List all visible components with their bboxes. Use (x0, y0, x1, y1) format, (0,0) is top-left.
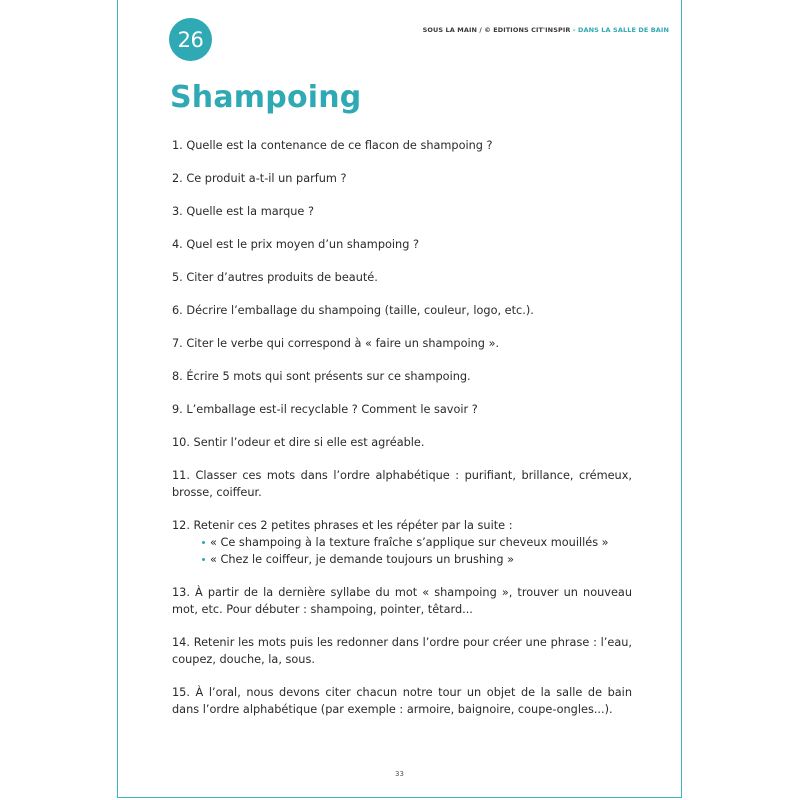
phrase-item (204, 534, 632, 551)
question-item (172, 634, 632, 668)
question-item (172, 203, 632, 220)
header-section: DANS LA SALLE DE BAIN (578, 26, 669, 34)
question-text: 6. Décrire l’emballage du shampoing (taille, couleur, logo, etc.). (172, 304, 534, 317)
question-text: 11. Classer ces mots dans l’ordre alphabétique : purifiant, brillance, crémeux, brosse, coiffeur. (172, 469, 632, 499)
question-item (172, 684, 632, 718)
page-title: Shampoing (170, 80, 362, 115)
question-item (172, 170, 632, 187)
question-text: 9. L’emballage est-il recyclable ? Comment le savoir ? (172, 403, 478, 416)
question-item (172, 335, 632, 352)
question-text: 5. Citer d’autres produits de beauté. (172, 271, 378, 284)
running-header (423, 26, 669, 34)
question-text: 7. Citer le verbe qui correspond à « faire un shampoing ». (172, 337, 500, 350)
question-list (172, 137, 632, 718)
question-item (172, 302, 632, 319)
question-item (172, 368, 632, 385)
phrase-text: « Chez le coiffeur, je demande toujours un brushing » (210, 553, 515, 566)
question-text: 14. Retenir les mots puis les redonner dans l’ordre pour créer une phrase : l’eau, coupez, douche, la, sous. (172, 636, 632, 666)
bullet-icon (202, 541, 205, 544)
header-separator: - (570, 26, 578, 34)
phrase-text: « Ce shampoing à la texture fraîche s’applique sur cheveux mouillés » (210, 536, 609, 549)
document-page (117, 0, 682, 798)
question-text: 12. Retenir ces 2 petites phrases et les répéter par la suite : (172, 519, 513, 532)
question-text: 2. Ce produit a-t-il un parfum ? (172, 172, 347, 185)
header-source: SOUS LA MAIN / © EDITIONS CIT'INSPIR (422, 26, 571, 34)
question-text: 1. Quelle est la contenance de ce flacon de shampoing ? (172, 139, 493, 152)
question-item (172, 467, 632, 501)
question-item (172, 434, 632, 451)
question-text: 10. Sentir l’odeur et dire si elle est agréable. (172, 436, 425, 449)
exercise-number-badge: 26 (169, 18, 212, 61)
question-item (172, 236, 632, 253)
question-text: 13. À partir de la dernière syllabe du mot « shampoing », trouver un nouveau mot, etc. Pour débuter : shampoing, pointer, têtard... (172, 586, 632, 616)
bullet-icon (202, 558, 205, 561)
question-text: 8. Écrire 5 mots qui sont présents sur ce shampoing. (172, 370, 471, 383)
question-text: 4. Quel est le prix moyen d’un shampoing ? (172, 238, 419, 251)
question-text: 15. À l’oral, nous devons citer chacun notre tour un objet de la salle de bain dans l’ordre alphabétique (par exemple : armoire, baignoire, coupe-ongles...). (172, 686, 632, 716)
question-item (172, 517, 632, 568)
phrase-item (204, 551, 632, 568)
page-number: 33 (395, 770, 404, 778)
phrase-list (204, 534, 632, 568)
question-item (172, 401, 632, 418)
question-item (172, 269, 632, 286)
question-text: 3. Quelle est la marque ? (172, 205, 314, 218)
question-item (172, 584, 632, 618)
question-item (172, 137, 632, 154)
